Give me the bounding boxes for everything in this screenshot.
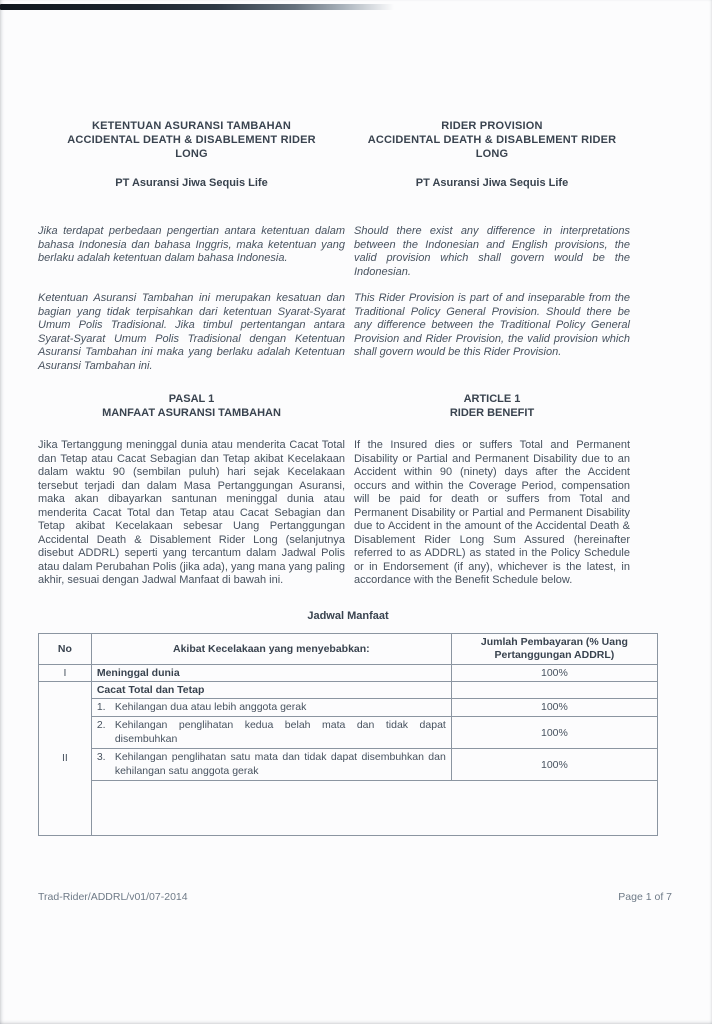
row-description — [91, 698, 451, 717]
table-row — [39, 717, 658, 749]
row-description — [91, 749, 451, 781]
section-title: MANFAAT ASURANSI TAMBAHAN — [102, 407, 281, 419]
row-number: II — [39, 681, 92, 836]
section-heading-right — [354, 392, 630, 420]
row-description: Cacat Total dan Tetap — [91, 681, 451, 698]
item-number: 3. — [96, 751, 106, 763]
table-row — [39, 749, 658, 781]
company-name-left: PT Asuransi Jiwa Sequis Life — [115, 177, 268, 189]
benefit-table — [38, 633, 658, 837]
intro-paragraph-2-left: Ketentuan Asuransi Tambahan ini merupakan kesatuan dan bagian yang tidak terpisahkan dari ketentuan Syarat-Syarat Umum Polis Tradisional. Jika timbul pertentangan antara Syarat-Syarat Umum Polis Tradisional dengan Ketentuan Asuransi Tambahan ini maka yang berlaku adalah Ketentuan Asuransi Tambahan ini. — [38, 292, 345, 372]
document-title-left — [38, 119, 345, 161]
section-body-right: If the Insured dies or suffers Total and Permanent Disability or Partial and Permanent Disability due to an Accident within 90 (ninety) days after the Accident occurs and within the Coverage Period, compensation will be paid for death or suffers from Total and Permanent Disability or Partial and Permanent Disability due to Accident in the amount of the Accidental Death & Disablement Rider Long Sum Assured (hereinafter referred to as ADDRL) as stated in the Policy Schedule or in Endorsement (if any), whichever is the latest, in accordance with the Benefit Schedule below. — [354, 439, 630, 586]
table-row-empty — [39, 781, 658, 836]
item-text: Kehilangan dua atau lebih anggota gerak — [114, 700, 307, 713]
title-line: RIDER PROVISION — [441, 120, 543, 132]
section-number: ARTICLE 1 — [463, 393, 521, 405]
empty-table-area — [91, 781, 657, 836]
table-row — [39, 681, 658, 698]
item-text: Kehilangan penglihatan kedua belah mata dan tidak dapat disembuhkan — [114, 719, 446, 745]
title-line: KETENTUAN ASURANSI TAMBAHAN — [91, 120, 292, 132]
company-name-right: PT Asuransi Jiwa Sequis Life — [415, 177, 569, 189]
item-text: Kehilangan penglihatan satu mata dan tidak dapat disembuhkan dan kehilangan satu anggota gerak — [114, 751, 446, 777]
page-content — [38, 119, 674, 836]
page-number: Page 1 of 7 — [618, 891, 672, 903]
title-line: ACCIDENTAL DEATH & DISABLEMENT RIDER — [367, 134, 617, 146]
title-line: ACCIDENTAL DEATH & DISABLEMENT RIDER — [67, 134, 316, 146]
row-description — [91, 717, 451, 749]
row-value — [451, 681, 657, 698]
title-line: LONG — [475, 148, 509, 160]
section-title: RIDER BENEFIT — [449, 407, 535, 419]
row-description: Meninggal dunia — [91, 664, 451, 681]
two-column-layout — [38, 119, 674, 610]
intro-paragraph-1-left: Jika terdapat perbedaan pengertian antara ketentuan dalam bahasa Indonesia dan bahasa Inggris, maka ketentuan yang berlaku adalah ketentuan dalam bahasa Indonesia. — [38, 225, 345, 264]
row-value: 100% — [451, 717, 657, 749]
row-value: 100% — [451, 749, 657, 781]
row-value: 100% — [451, 664, 657, 681]
table-row — [39, 664, 658, 681]
intro-paragraph-2-right: This Rider Provision is part of and inseparable from the Traditional Policy General Provision. Should there be any difference between the Traditional Policy General Provision and Rider Provision, the valid provision which shall govern would be this Rider Provision. — [354, 292, 630, 358]
item-number: 1. — [96, 700, 106, 713]
row-number: I — [39, 664, 92, 681]
intro-paragraph-1-right: Should there exist any difference in interpretations between the Indonesian and English provisions, the valid provision which shall govern would be the Indonesian. — [354, 225, 630, 278]
item-number: 2. — [96, 719, 106, 731]
document-title-right — [354, 119, 630, 161]
page-footer — [38, 891, 672, 903]
title-line: LONG — [175, 148, 208, 160]
table-title: Jadwal Manfaat — [307, 609, 389, 622]
table-row — [39, 698, 658, 717]
benefit-schedule — [38, 610, 658, 837]
column-header-no: No — [39, 633, 92, 664]
section-body-left: Jika Tertanggung meninggal dunia atau menderita Cacat Total dan Tetap atau Cacat Sebagian dan Tetap akibat Kecelakaan dalam waktu 90 (sembilan puluh) hari sejak Kecelakaan tersebut terjadi dan dalam Masa Pertanggungan Asuransi, maka akan dibayarkan santunan meninggal dunia atau menderita Cacat Total dan Tetap atau Cacat Sebagian dan Tetap akibat Kecelakaan sebesar Uang Pertanggungan Accidental Death & Disablement Rider Long (selanjutnya disebut ADDRL) seperti yang tercantum dalam Jadwal Polis atau dalam Perubahan Polis (jika ada), yang mana yang paling akhir, sesuai dengan Jadwal Manfaat di bawah ini. — [38, 439, 345, 586]
scan-artifact-bar — [0, 4, 394, 10]
section-heading-left — [38, 392, 345, 420]
section-number: PASAL 1 — [168, 393, 215, 405]
column-header-payment: Jumlah Pembayaran (% Uang Pertanggungan ADDRL) — [451, 633, 657, 664]
row-value: 100% — [451, 698, 657, 717]
column-header-cause: Akibat Kecelakaan yang menyebabkan: — [91, 633, 451, 664]
table-header-row — [39, 633, 658, 664]
document-code: Trad-Rider/ADDRL/v01/07-2014 — [38, 891, 188, 903]
